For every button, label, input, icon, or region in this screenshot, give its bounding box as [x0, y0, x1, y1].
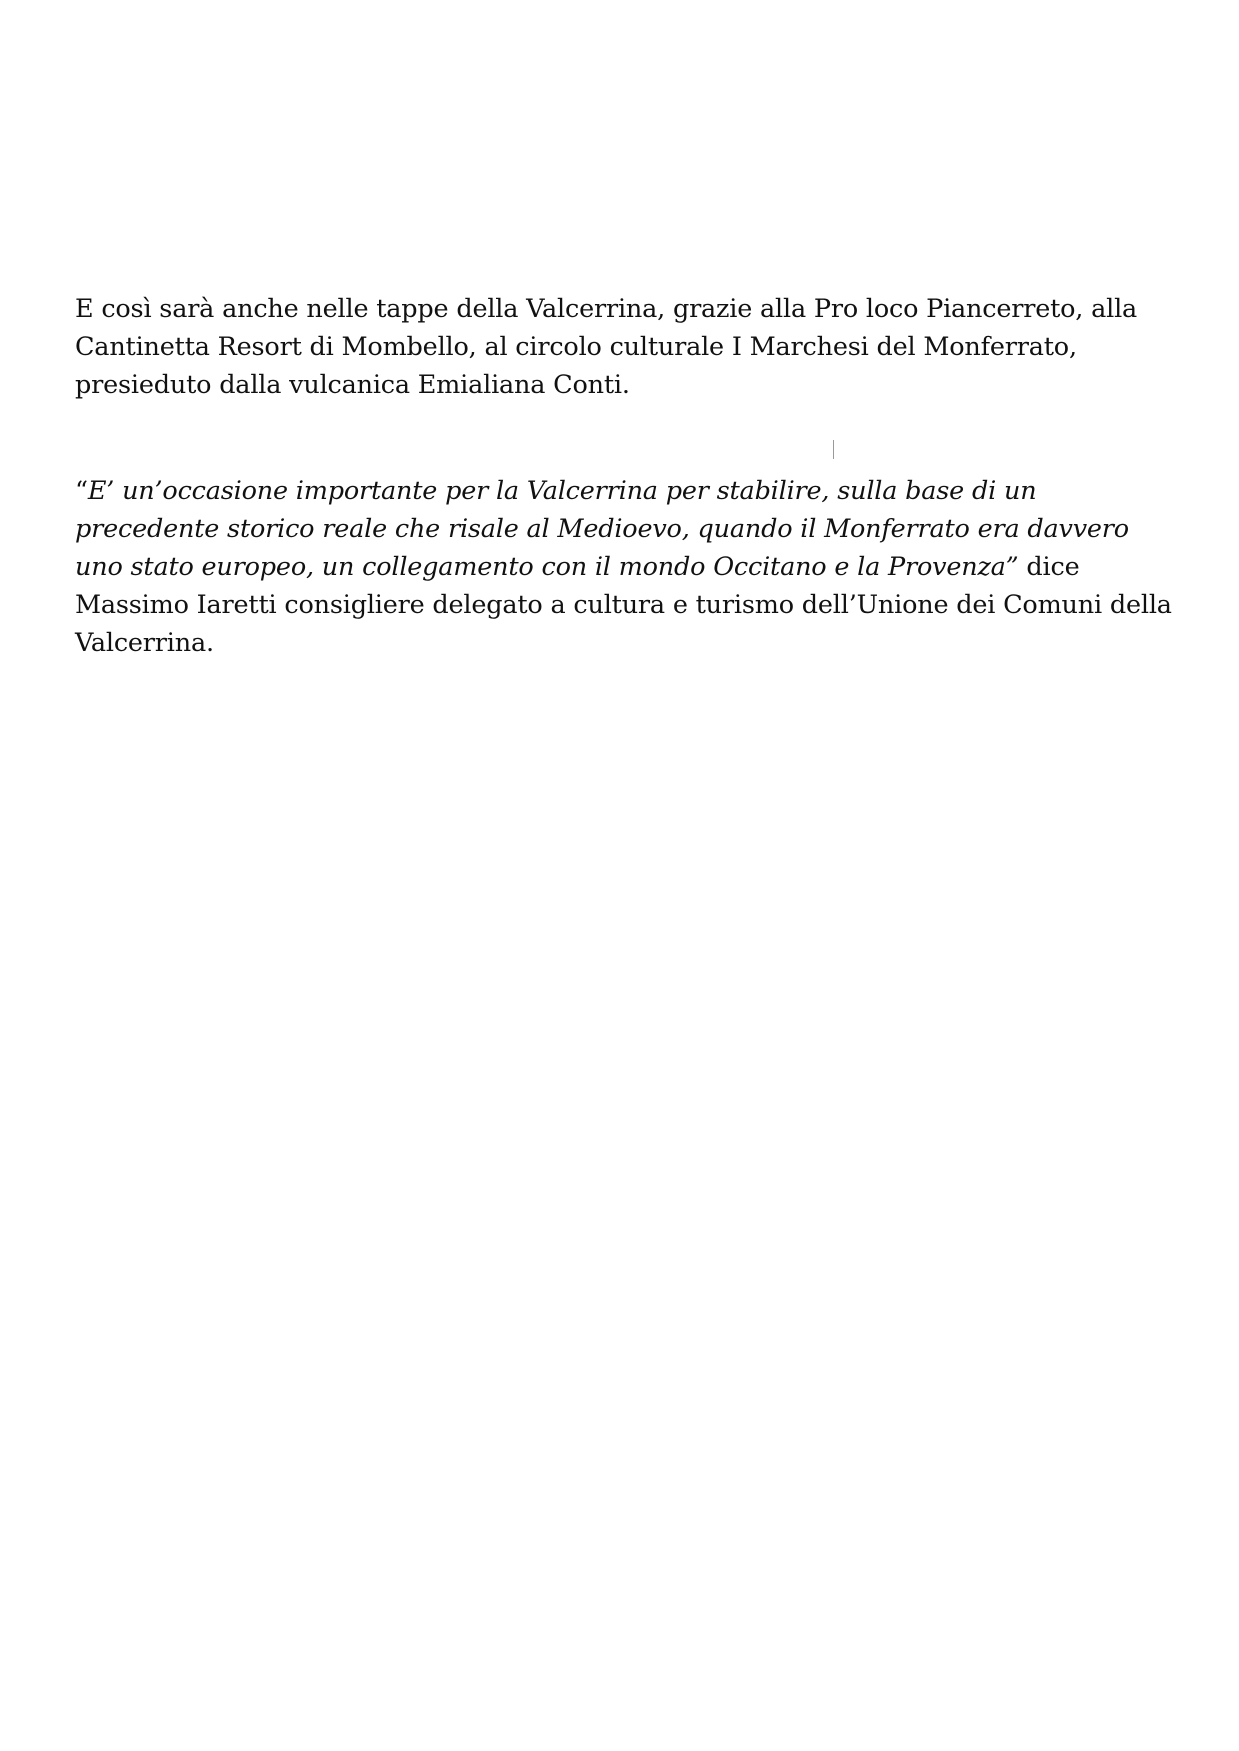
article-paragraph-2 — [75, 472, 1175, 662]
text-cursor-mark — [833, 440, 834, 459]
quoted-statement: E’ un’occasione importante per la Valcerrina per stabilire, sulla base di un precedente storico reale che risale al Medioevo, quando il Monferrato era davvero uno stato europeo, un collegamento con il mondo Occitano e la Provenza” — [75, 476, 1129, 582]
quote-attribution: dice Massimo Iaretti consigliere delegato a cultura e turismo dell’Unione dei Comuni della Valcerrina. — [75, 552, 1172, 658]
article-paragraph-1: E così sarà anche nelle tappe della Valcerrina, grazie alla Pro loco Piancerreto, alla Cantinetta Resort di Mombello, al circolo culturale I Marchesi del Monferrato, presieduto dalla vulcanica Emialiana Conti. — [75, 294, 1138, 400]
open-quote-mark: “ — [75, 476, 88, 506]
